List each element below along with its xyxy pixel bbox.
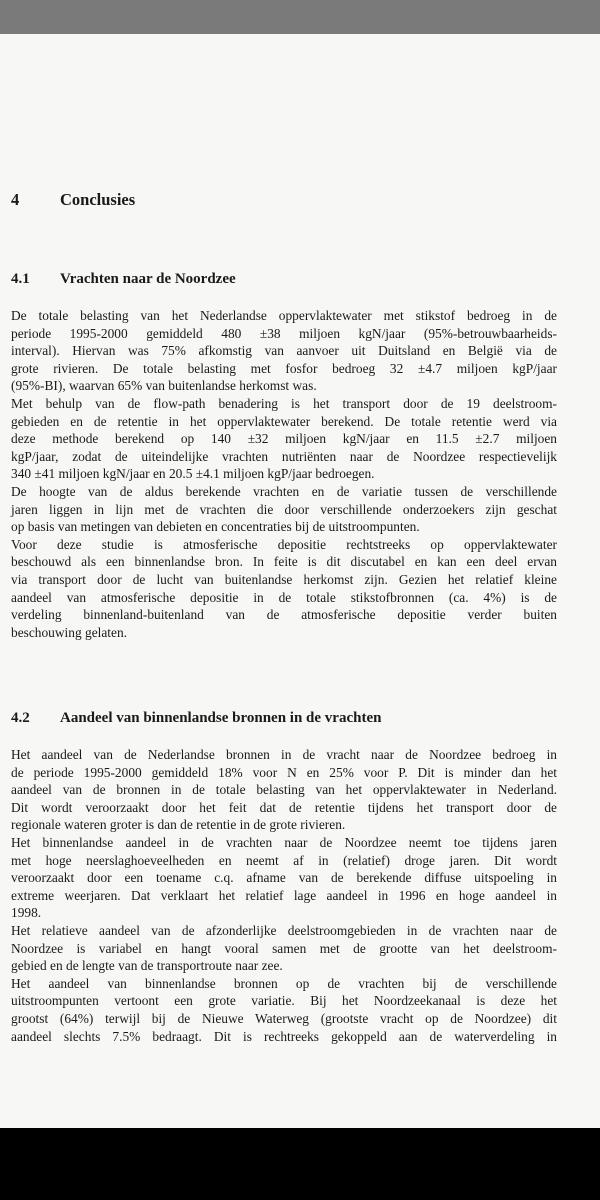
text-line: 340 ±41 miljoen kgN/jaar en 20.5 ±4.1 miljoen kgP/jaar bedroegen. [11, 466, 375, 482]
navigation-bar [0, 1128, 600, 1200]
text-line: Het aandeel van binnenlandse bronnen op de vrachten bij de verschillende [11, 975, 557, 991]
text-line: op basis van metingen van debieten en concentraties bij de uitstroompunten. [11, 519, 420, 535]
section-number: 4.2 [11, 710, 30, 726]
section-title: Aandeel van binnenlandse bronnen in de vrachten [60, 710, 382, 726]
text-line: met hoge neerslaghoeveelheden en neemt af in (relatief) droge jaren. Dit wordt [11, 852, 557, 868]
text-line: Het binnenlandse aandeel in de vrachten naar de Noordzee neemt toe tijdens jaren [11, 834, 557, 850]
section-body-4-2 [11, 746, 557, 1045]
text-line: uitstroompunten vertoont een grote variatie. Bij het Noordzeekanaal is deze het [11, 993, 557, 1009]
text-line: grootst (64%) terwijl bij de Nieuwe Waterweg (grootste vracht op de Noordzee) dit [11, 1010, 557, 1026]
text-line: De hoogte van de aldus berekende vrachten en de variatie tussen de verschillende [11, 483, 557, 499]
chapter-heading [11, 190, 135, 210]
section-title: Vrachten naar de Noordzee [60, 271, 236, 287]
text-line: Voor deze studie is atmosferische depositie rechtstreeks op oppervlaktewater [11, 536, 557, 552]
text-line: aandeel slechts 7.5% bedraagt. Dit is rechtreeks gekoppeld aan de waterverdeling in [11, 1028, 557, 1044]
text-line: veroorzaakt door een toename c.q. afname van de berekende diffuse uitspoeling in [11, 870, 557, 886]
text-line: Dit wordt veroorzaakt door het feit dat de retentie tijdens het transport door de [11, 799, 557, 815]
text-line: (95%-BI), waarvan 65% van buitenlandse herkomst was. [11, 378, 317, 394]
text-line: De totale belasting van het Nederlandse oppervlaktewater met stikstof bedroeg in de [11, 308, 557, 323]
text-line: deze methode berekend op 140 ±32 miljoen kgN/jaar en 11.5 ±2.7 miljoen [11, 431, 557, 447]
text-line: Noordzee is variabel en hangt vooral samen met de grootte van het deelstroom- [11, 940, 557, 956]
text-line: aandeel van atmosferische depositie in de totale stikstofbronnen (ca. 4%) is de [11, 589, 557, 605]
status-bar [0, 0, 600, 34]
text-line: de periode 1995-2000 gemiddeld 18% voor N en 25% voor P. Dit is minder dan het [11, 764, 557, 780]
text-line: verdeling binnenland-buitenland van de atmosferische depositie verder buiten [11, 607, 557, 623]
text-line: interval). Hiervan was 75% afkomstig van aanvoer uit Duitsland en België via de [11, 343, 557, 359]
chapter-title: Conclusies [60, 190, 136, 209]
section-heading-4-2 [11, 710, 381, 727]
text-line: extreme weerjaren. Dat verklaart het relatief lage aandeel in 1996 en hoge aandeel in [11, 887, 557, 903]
text-line: periode 1995-2000 gemiddeld 480 ±38 miljoen kgN/jaar (95%-betrouwbaarheids- [11, 325, 557, 341]
text-line: Het relatieve aandeel van de afzonderlijke deelstroomgebieden in de vrachten naar de [11, 922, 557, 938]
text-line: jaren liggen in lijn met de vrachten die door verschillende onderzoekers zijn geschat [11, 501, 557, 517]
text-line: grote rivieren. De totale belasting met fosfor bedroeg 32 ±4.7 miljoen kgP/jaar [11, 360, 557, 376]
text-line: beschouwing gelaten. [11, 624, 128, 640]
section-heading-4-1 [11, 271, 236, 288]
text-line: via transport door de lucht van buitenlandse herkomst zijn. Gezien het relatief kleine [11, 571, 557, 587]
text-line: beschouwd als een binnenlandse bron. In feite is dit discutabel en kan een deel ervan [11, 554, 557, 570]
text-line: Met behulp van de flow-path benadering is het transport door de 19 deelstroom- [11, 395, 557, 411]
text-line: 1998. [11, 905, 42, 921]
text-line: kgP/jaar, zodat de uiteindelijke vrachten nutriënten naar de Noordzee respectievelijk [11, 448, 557, 464]
text-line: regionale wateren groter is dan de retentie in de grote rivieren. [11, 817, 346, 833]
chapter-number: 4 [11, 190, 20, 209]
section-body-4-1 [11, 307, 557, 641]
section-number: 4.1 [11, 271, 30, 287]
text-line: aandeel van de bronnen in de totale belasting van het oppervlaktewater in Nederland. [11, 782, 557, 798]
text-line: gebieden en de retentie in het oppervlaktewater berekend. De totale retentie werd via [11, 413, 557, 429]
text-line: gebied en de lengte van de transportroute naar zee. [11, 958, 283, 974]
text-line: Het aandeel van de Nederlandse bronnen in de vracht naar de Noordzee bedroeg in [11, 747, 557, 762]
